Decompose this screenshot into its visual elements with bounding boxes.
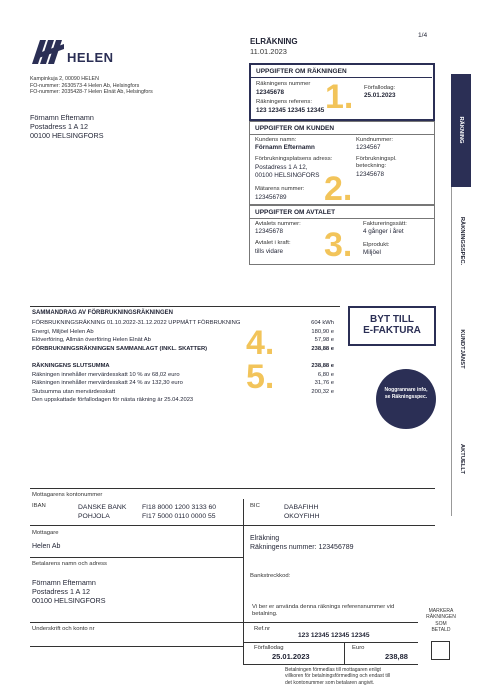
payment-message-line-1: Elräkning	[250, 535, 280, 542]
ref-number-label: Ref.nr	[254, 626, 271, 632]
mark-paid-line: MARKERA	[428, 608, 454, 614]
customer-name-label: Kundens namn:	[255, 137, 297, 143]
mark-paid-line: SOM	[435, 620, 447, 627]
total-table	[32, 358, 334, 405]
summary-row-value: 57,98 e	[314, 337, 334, 344]
contract-info-divider	[250, 218, 434, 219]
summary-row-label: FÖRBRUKNINGSRÄKNINGEN SAMMANLAGT (INKL. SKATTER)	[32, 345, 208, 352]
invoice-info-box	[249, 63, 435, 121]
payer-city: 00100 HELSINGFORS	[32, 596, 106, 605]
mark-paid-label	[420, 608, 462, 634]
iban-label: IBAN	[32, 503, 46, 509]
document-title: ELRÄKNING	[250, 37, 298, 46]
company-fo-1: FO-nummer: 2630573-4 Helen Ab, Helsingfors	[30, 82, 140, 89]
customer-info-box	[249, 121, 435, 208]
recipient-city: 00100 HELSINGFORS	[30, 131, 104, 140]
contract-number-label: Avtalets nummer:	[255, 221, 301, 227]
page-number: 1/4	[418, 32, 428, 39]
payment-message-line-2: Räkningens nummer: 123456789	[250, 543, 354, 551]
bank-barcode-label: Bankstreckkod:	[250, 573, 291, 579]
contract-valid-value: tills vidare	[255, 248, 283, 255]
section-marker-2: 2.	[324, 170, 353, 208]
payer-address	[32, 578, 106, 605]
bank-name: DANSKE BANK	[78, 504, 127, 511]
mark-paid-checkbox[interactable]	[431, 641, 450, 660]
bic-divider	[243, 499, 244, 525]
recipient-account-label: Mottagarens kontonummer	[32, 492, 103, 498]
total-row-label: Räkningen innehåller mervärdesskatt 24 % av 132,30 euro	[32, 380, 183, 387]
invoice-number-value: 12345678	[256, 89, 285, 96]
company-fo-2: FO-nummer: 2035428-7 Helen Elnät Ab, Helsingfors	[30, 89, 153, 96]
billing-method-value: 4 gånger i året	[363, 228, 404, 235]
tab-rakning[interactable]	[451, 74, 471, 187]
due-label: Förfallodag	[254, 645, 284, 651]
summary-row-value: 604 kWh	[311, 320, 334, 326]
tab-rakningsspec-label: RÄKNINGSSPEC.	[459, 216, 465, 266]
summary-row-value: 180,90 e	[311, 328, 334, 335]
section-marker-5: 5.	[246, 358, 275, 396]
iban-number: FI18 8000 1200 3133 60	[142, 504, 217, 511]
ref-number-value: 123 12345 12345 12345	[298, 632, 370, 639]
tab-aktuellt-label: AKTUELLT	[459, 443, 465, 475]
reference-note: Vi ber er använda denna räknings referensnummer vid betalning.	[252, 604, 395, 618]
customer-number-value: 1234567	[356, 144, 381, 151]
recipient-value: Helen Ab	[32, 543, 61, 550]
customer-info-heading: UPPGIFTER OM KUNDEN	[255, 125, 335, 132]
meter-number-value: 123456789	[255, 194, 287, 201]
helen-logo	[30, 36, 140, 66]
total-row-value: 6,80 e	[317, 371, 334, 378]
e-invoice-promo[interactable]	[348, 306, 436, 346]
summary-row	[32, 328, 334, 337]
euro-value: 238,88	[385, 652, 408, 661]
recipient-street: Postadress 1 A 12	[30, 122, 88, 131]
bic-codes	[284, 503, 320, 521]
iban-number: FI17 5000 0110 0000 55	[142, 513, 216, 520]
info-bubble	[376, 369, 436, 429]
consumption-address-line1: Postadress 1 A 12,	[255, 164, 308, 171]
place-id-label-1: Förbrukningspl.	[356, 156, 397, 162]
electricity-product-value: Miljöel	[363, 249, 381, 256]
section-marker-1: 1.	[325, 78, 354, 116]
summary-row-label: Elöverföring, Allmän överföring Helen Elnät Ab	[32, 337, 151, 344]
company-info	[30, 76, 153, 96]
promo-line-1: BYT TILL	[370, 314, 414, 325]
signature-line	[30, 646, 243, 647]
slip-rule-ref-top	[243, 622, 418, 623]
section-marker-3: 3.	[324, 226, 353, 264]
recipient-label: Mottagare	[32, 530, 59, 536]
due-date-value: 25.01.2023	[364, 92, 396, 99]
info-bubble-line-2: se Räkningsspec.	[384, 394, 428, 400]
total-row-label: Den uppskattade förfallodagen för nästa räkning är 25.04.2023	[32, 397, 194, 404]
total-row-value: 31,76 e	[314, 380, 334, 387]
total-row	[32, 362, 334, 371]
payer-street: Postadress 1 A 12	[32, 587, 90, 596]
slip-rule-4	[243, 642, 418, 643]
slip-bottom-rule	[243, 664, 418, 665]
payer-name: Förnamn Efternamn	[32, 578, 96, 587]
summary-row-label: Energi, Miljöel Helen Ab	[32, 328, 94, 335]
slip-vertical-divider	[243, 525, 244, 665]
recipient-address	[30, 113, 104, 140]
customer-number-label: Kundnummer:	[356, 137, 393, 143]
total-row-value: 200,32 e	[311, 388, 334, 395]
total-row	[32, 371, 334, 380]
summary-row-total	[32, 345, 334, 354]
footnote-line: villkoren för betalningsförmedling och endast till	[285, 673, 391, 680]
contract-valid-label: Avtalet i kraft:	[255, 240, 291, 246]
total-row-label: RÄKNINGENS SLUTSUMMA	[32, 363, 110, 369]
slip-rule-3	[30, 622, 243, 623]
invoice-ref-value: 123 12345 12345 12345	[256, 107, 325, 114]
total-row-value: 238,88 e	[311, 363, 334, 369]
euro-divider	[344, 642, 345, 665]
tab-rakningsspec[interactable]	[451, 187, 471, 295]
place-id-label-2: beteckning:	[356, 163, 387, 169]
slip-rule-2	[30, 557, 243, 558]
contract-info-box	[249, 205, 435, 265]
section-marker-4: 4.	[246, 324, 275, 362]
iban-numbers	[142, 503, 216, 521]
mark-paid-line: BETALD	[431, 627, 451, 634]
customer-info-divider	[250, 134, 434, 135]
euro-label: Euro	[352, 645, 365, 651]
total-row-label: Slutsumma utan mervärdesskatt	[32, 388, 116, 395]
company-address: Kampinkuja 2, 00090 HELEN	[30, 76, 99, 82]
bic-code: OKOYFIHH	[284, 513, 320, 520]
promo-line-2: E-FAKTURA	[363, 325, 421, 336]
electricity-product-label: Elprodukt:	[363, 242, 390, 248]
summary-row	[32, 319, 334, 328]
footnote-line: det kontonummer som betalaren angivit.	[285, 679, 375, 686]
recipient-name: Förnamn Efternamn	[30, 113, 94, 122]
consumption-address-label: Förbrukningsplatsens adress:	[255, 156, 333, 162]
total-row	[32, 388, 334, 397]
total-row	[32, 396, 334, 405]
signature-label: Underskrift och konto nr	[32, 626, 95, 632]
billing-method-label: Faktureringssätt:	[363, 221, 407, 227]
summary-row	[32, 336, 334, 345]
info-bubble-line-1: Noggrannare info,	[384, 387, 428, 393]
tab-kundtjanst-label: KUNDTJÄNST	[459, 329, 465, 369]
bank-names	[78, 503, 126, 521]
meter-number-label: Mätarens nummer:	[255, 186, 305, 192]
tab-aktuellt[interactable]	[451, 403, 471, 516]
tab-kundtjanst[interactable]	[451, 295, 471, 403]
total-row	[32, 379, 334, 388]
contract-info-heading: UPPGIFTER OM AVTALET	[255, 209, 336, 216]
mark-paid-line: RÄKNINGEN	[426, 614, 456, 621]
footnote-line: Betalningen förmedlas till mottagaren enligt	[285, 667, 381, 673]
bic-label: BIC	[250, 503, 260, 509]
total-row-label: Räkningen innehåller mervärdesskatt 10 % av 68,02 euro	[32, 371, 180, 378]
brand-name: HELEN	[67, 50, 114, 65]
tab-rakning-label: RÄKNING	[458, 116, 464, 144]
payment-message	[250, 535, 354, 552]
contract-number-value: 12345678	[255, 228, 284, 235]
due-date-label: Förfallodag:	[364, 85, 396, 91]
summary-top-rule	[30, 306, 340, 307]
bic-code: DABAFIHH	[284, 504, 319, 511]
customer-name-value: Förnamn Efternamn	[255, 144, 315, 151]
place-id-value: 12345678	[356, 171, 385, 178]
consumption-address-line2: 00100 HELSINGFORS	[255, 172, 320, 179]
invoice-number-label: Räkningens nummer	[256, 81, 311, 87]
due-value: 25.01.2023	[272, 652, 310, 661]
summary-row-label: FÖRBRUKNINGSRÄKNING 01.10.2022-31.12.2022 UPPMÄTT FÖRBRUKNING	[32, 320, 241, 326]
bank-name: POHJOLA	[78, 513, 110, 520]
summary-table	[32, 319, 334, 353]
payment-footnote	[285, 667, 390, 686]
summary-heading: SAMMANDRAG AV FÖRBRUKNINGSRÄKNINGEN	[32, 310, 173, 316]
invoice-info-heading: UPPGIFTER OM RÄKNINGEN	[256, 68, 347, 75]
summary-row-value: 238,88 e	[311, 345, 334, 352]
payment-slip-top-rule	[30, 488, 435, 489]
invoice-ref-label: Räkningens referens:	[256, 99, 312, 105]
slip-rule-1	[30, 525, 435, 526]
document-date: 11.01.2023	[250, 47, 287, 56]
payer-label: Betalarens namn och adress	[32, 561, 107, 567]
